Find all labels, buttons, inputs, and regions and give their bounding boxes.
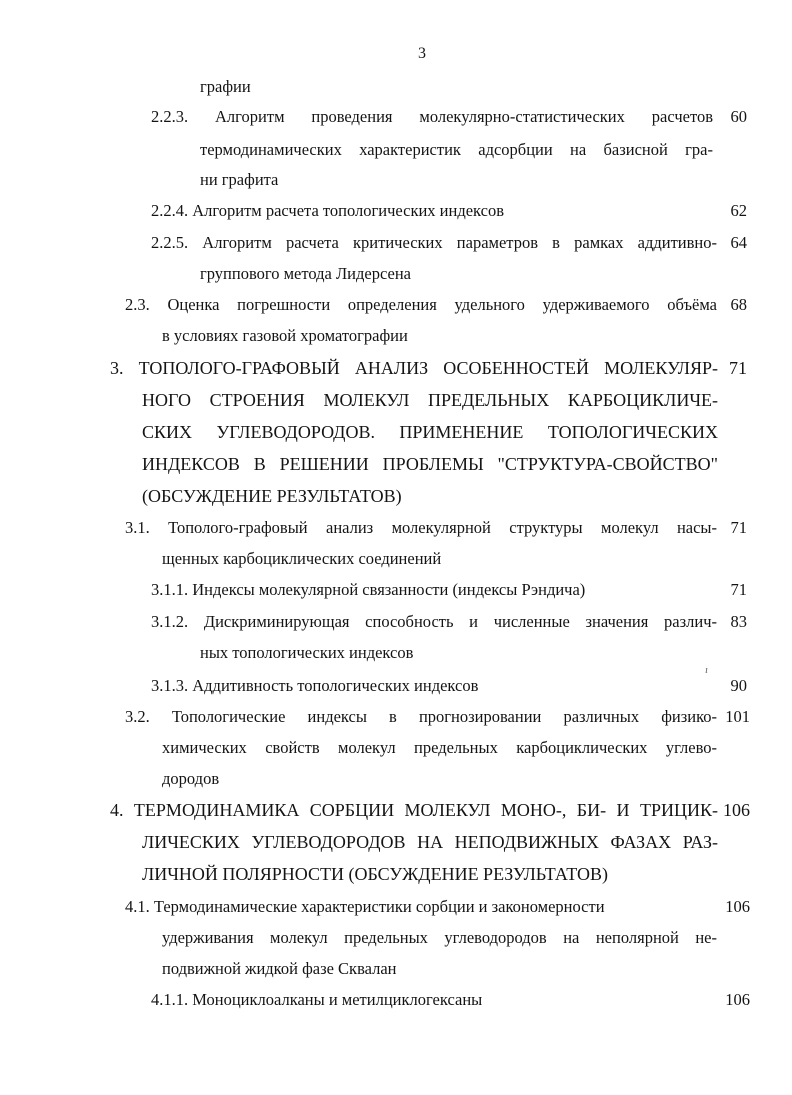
toc-chapter-line: ИНДЕКСОВ В РЕШЕНИИ ПРОБЛЕМЫ "СТРУКТУРА-СВОЙСТВО": [142, 454, 718, 474]
toc-line: 3.1.3. Аддитивность топологических индексов: [151, 676, 479, 695]
toc-page-number: 64: [730, 233, 747, 252]
toc-line: дородов: [162, 769, 220, 788]
scan-mark: ı: [705, 664, 709, 676]
toc-line: подвижной жидкой фазе Сквалан: [162, 959, 397, 978]
toc-line: 2.2.4. Алгоритм расчета топологических индексов: [151, 201, 505, 220]
page-number: 3: [418, 45, 426, 62]
toc-line: 2.2.5. Алгоритм расчета критических параметров в рамках аддитивно-: [151, 233, 717, 252]
toc-chapter-line: НОГО СТРОЕНИЯ МОЛЕКУЛ ПРЕДЕЛЬНЫХ КАРБОЦИКЛИЧЕ-: [142, 390, 718, 410]
toc-page-number: 106: [723, 800, 750, 820]
toc-page-number: 71: [730, 580, 747, 599]
toc-line: 4.1. Термодинамические характеристики сорбции и закономерности: [125, 897, 605, 916]
toc-page-number: 60: [730, 107, 747, 126]
toc-line: группового метода Лидерсена: [200, 264, 411, 283]
toc-line: удерживания молекул предельных углеводородов на неполярной не-: [162, 928, 717, 947]
toc-chapter-line: ЛИЧНОЙ ПОЛЯРНОСТИ (ОБСУЖДЕНИЕ РЕЗУЛЬТАТОВ): [142, 864, 609, 884]
toc-line: химических свойств молекул предельных карбоциклических углево-: [162, 738, 717, 757]
toc-line: 2.2.3. Алгоритм проведения молекулярно-статистических расчетов: [151, 107, 713, 126]
toc-line: 3.1. Тополого-графовый анализ молекулярной структуры молекул насы-: [125, 518, 717, 537]
toc-line: ных топологических индексов: [200, 643, 414, 662]
toc-chapter-line: (ОБСУЖДЕНИЕ РЕЗУЛЬТАТОВ): [142, 486, 402, 506]
toc-page-number: 106: [725, 990, 750, 1009]
toc-line: 3.1.2. Дискриминирующая способность и численные значения различ-: [151, 612, 717, 631]
toc-line: 4.1.1. Моноциклоалканы и метилциклогексаны: [151, 990, 483, 1009]
toc-chapter-line: 3. ТОПОЛОГО-ГРАФОВЫЙ АНАЛИЗ ОСОБЕННОСТЕЙ МОЛЕКУЛЯР-: [110, 358, 718, 378]
toc-line: щенных карбоциклических соединений: [162, 549, 442, 568]
toc-page-number: 106: [725, 897, 750, 916]
toc-line: 2.3. Оценка погрешности определения удельного удерживаемого объёма: [125, 295, 717, 314]
toc-chapter-line: 4. ТЕРМОДИНАМИКА СОРБЦИИ МОЛЕКУЛ МОНО-, БИ- И ТРИЦИК-: [110, 800, 718, 820]
toc-line: графии: [200, 77, 251, 96]
toc-line: 3.2. Топологические индексы в прогнозировании различных физико-: [125, 707, 717, 726]
toc-page-number: 90: [730, 676, 747, 695]
toc-chapter-line: ЛИЧЕСКИХ УГЛЕВОДОРОДОВ НА НЕПОДВИЖНЫХ ФАЗАХ РАЗ-: [142, 832, 718, 852]
toc-line: 3.1.1. Индексы молекулярной связанности (индексы Рэндича): [151, 580, 586, 599]
toc-line: ни графита: [200, 170, 279, 189]
toc-page-number: 71: [730, 518, 747, 537]
toc-line: в условиях газовой хроматографии: [162, 326, 408, 345]
toc-line: термодинамических характеристик адсорбции на базисной гра-: [200, 140, 713, 159]
toc-page-number: 101: [725, 707, 750, 726]
toc-chapter-line: СКИХ УГЛЕВОДОРОДОВ. ПРИМЕНЕНИЕ ТОПОЛОГИЧЕСКИХ: [142, 422, 718, 442]
toc-page-number: 83: [730, 612, 747, 631]
toc-page-number: 68: [730, 295, 747, 314]
toc-page-number: 62: [730, 201, 747, 220]
toc-page-number: 71: [729, 358, 747, 378]
